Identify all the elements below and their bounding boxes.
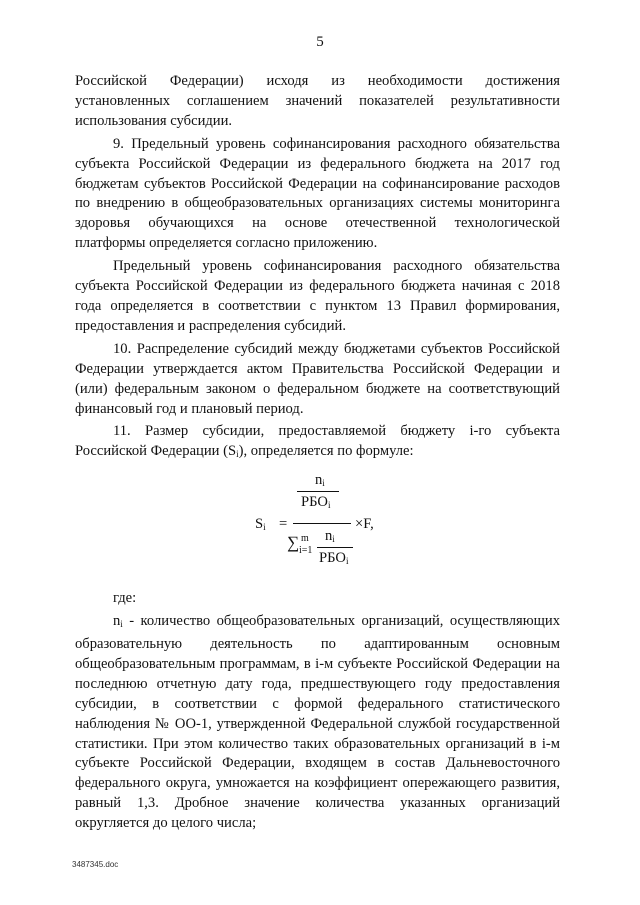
definition-ni: $n_i$ - количество общеобразовательных организаций, осуществляющих образовательную деятельность по адаптированным основным общеобразовательным программам, в i-м субъекте Российской Федерации на последнюю отчетную дату года, предшествующего году предоставления субсидии, в соответствии с формой федерального статистического наблюдения № ОО-1, утвержденной Федеральной службой государственной статистики. При этом количество таких образовательных организаций в i-м субъекте Российской Федерации, входящем в состав Дальневосточного федерального округа, умножается на коэффициент опережающего развития, равный 1,3. Дробное значение количества указанных организаций округляется до целого числа; [75,613,560,832]
document-body [75,72,560,837]
denominator-fraction-line [317,547,353,548]
formula-equals: = [279,516,288,533]
paragraph-10: 10. Распределение субсидий между бюджетами субъектов Российской Федерации утверждается актом Правительства Российской Федерации и (или) федеральным законом о федеральном бюджете на соответствующий финансовый год и плановый период. [75,340,560,417]
paragraph-continuation: Российской Федерации) исходя из необходимости достижения установленных соглашением значений показателей результативности использования субсидии. [75,73,560,129]
paragraph-11-before: 11. Размер субсидии, предоставляемой бюджету i-го субъекта Российской Федерации (S [75,423,560,460]
paragraph-11 [75,422,560,465]
paragraph-9-continued: Предельный уровень софинансирования расходного обязательства субъекта Российской Федерации из федерального бюджета начиная с 2018 года определяется в соответствии с пунктом 13 Правил формирования, предоставления и распределения субсидий. [75,258,560,334]
subsidy-formula [75,471,560,583]
document-filename: 3487345.doc [72,860,119,869]
formula-times-f: ×F, [355,516,374,533]
sum-lower-limit: i=1 [299,545,313,557]
numerator-inner-fraction-line [297,491,339,492]
main-fraction-line [293,523,351,524]
formula-s: $S_i$ [255,516,266,533]
where-label: где: [113,590,137,607]
sum-upper-limit: m [301,533,309,545]
paragraph-11-after: ), определяется по формуле: [238,443,414,460]
page-number: 5 [316,34,324,50]
numerator-rbo: $РБО_i$ [301,494,331,511]
denominator-rbo: $РБО_i$ [319,550,349,567]
paragraph-9: 9. Предельный уровень софинансирования расходного обязательства субъекта Российской Федерации из федерального бюджета на 2017 год бюджетам субъектов Российской Федерации на софинансирование расходов по внедрению в общеобразовательных организациях системы мониторинга здоровья обучающихся на основе отечественной технологической платформы определяется согласно приложению. [75,135,560,252]
sum-symbol: ∑ [287,533,300,553]
denominator-n: $n_i$ [325,528,335,545]
numerator-n: $n_i$ [315,472,325,489]
paragraph-11-subscript: i [236,449,239,460]
